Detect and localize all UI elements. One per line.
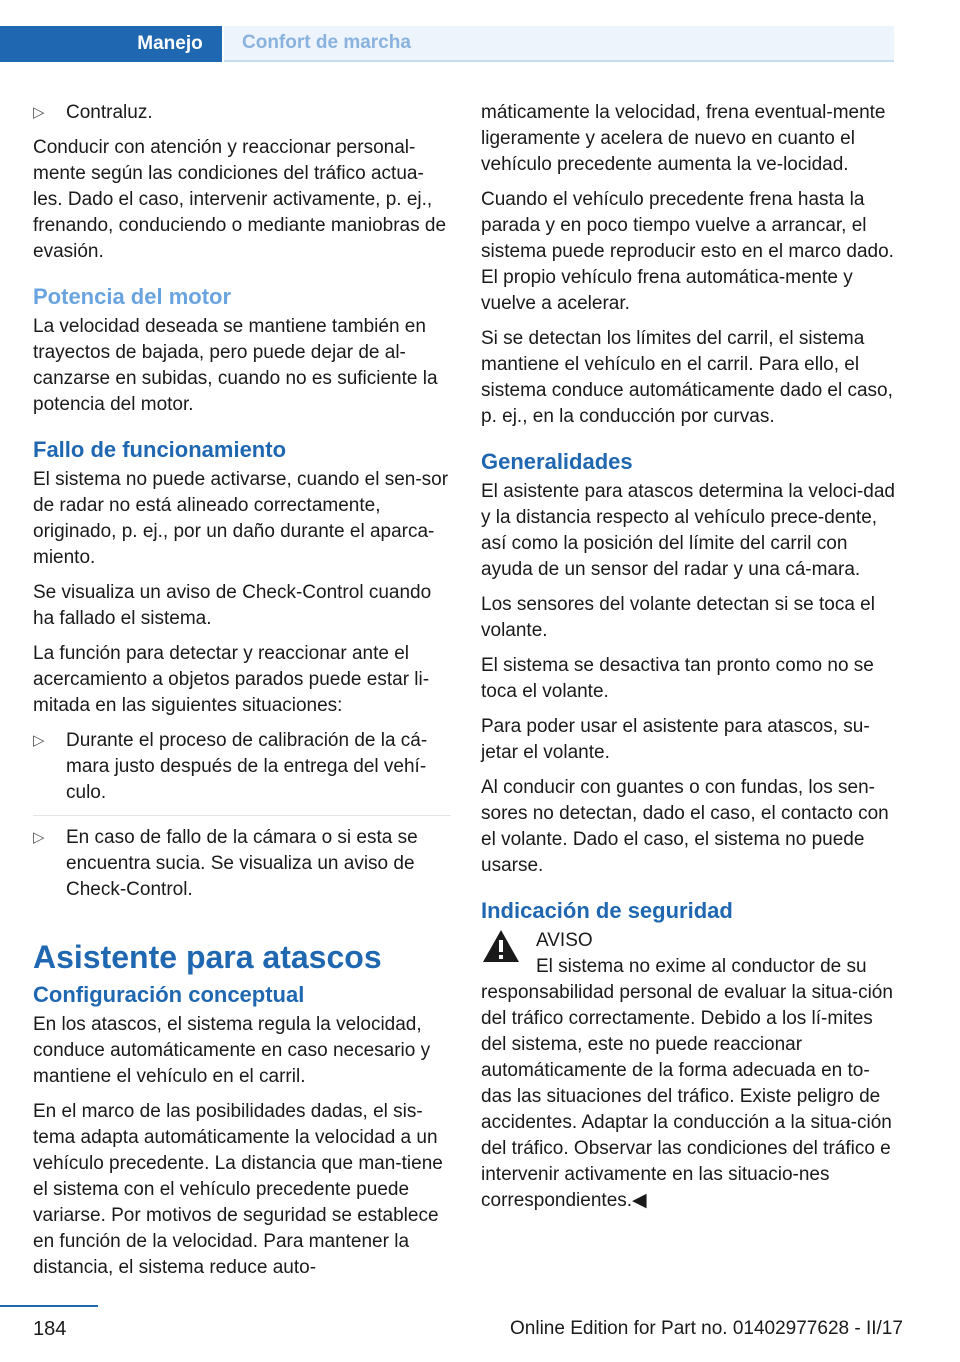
list-item-text: Durante el proceso de calibración de la cá‐mara justo después de la entrega del vehí‐culo. [66,730,428,803]
paragraph: En los atascos, el sistema regula la velocidad, conduce automáticamente en caso necesario y mantiene el vehículo en el carril. [33,1014,431,1087]
paragraph: Cuando el vehículo precedente frena hasta la parada y en poco tiempo vuelve a arrancar, el sistema puede reproducir esto en el marco dado. El propio vehículo frena automática‐mente y vuelve a acelerar. [481,189,894,314]
list-item [33,100,451,126]
paragraph: En el marco de las posibilidades dadas, el sis‐tema adapta automáticamente la velocidad a un vehículo precedente. La distancia que man‐tiene el sistema con el vehículo precedente puede variarse. Por motivos de seguridad se establece en función de la velocidad. Para mantener la distancia, el sistema reduce auto‐ [33,1101,443,1278]
paragraph: Los sensores del volante detectan si se toca el volante. [481,594,875,641]
header-accent [0,26,118,62]
footer-rule [0,1305,98,1307]
list-item [33,728,451,816]
bullet-list [33,728,451,912]
warning-notice [481,928,899,1214]
paragraph: La velocidad deseada se mantiene también en trayectos de bajada, pero puede dejar de al‐canzarse en subidas, cuando no es suficiente la potencia del motor. [33,316,438,415]
warning-text: responsabilidad personal de evaluar la situa‐ción del tráfico correctamente. Debido a los lí‐mites del sistema, este no puede reaccionar automáticamente de la forma adecuada en to‐das las situaciones del tráfico. Existe peligro de accidentes. Adaptar la conducción a la situa‐ción del tráfico. Observar las condiciones del tráfico e intervenir activamente en las situacio‐nes correspondientes.◀ [481,982,893,1211]
triangle-right-icon: ▷ [33,829,45,846]
list-item [33,825,451,912]
paragraph: Para poder usar el asistente para atascos, su‐jetar el volante. [481,716,870,763]
edition-note: Online Edition for Part no. 01402977628 - II/17 [510,1318,903,1339]
paragraph: Conducir con atención y reaccionar personal‐mente según las condiciones del tráfico actua‐les. Dado el caso, intervenir activamente, p. ej., frenando, conduciendo o mediante maniobras de evasión. [33,137,447,262]
warning-title: AVISO [536,930,593,951]
warning-triangle-icon [481,928,521,964]
paragraph: Al conducir con guantes o con fundas, los sen‐sores no detectan, dado el caso, el contacto con el volante. Dado el caso, el sistema no puede usarse. [481,777,889,876]
paragraph: El asistente para atascos determina la veloci‐dad y la distancia respecto al vehículo prece‐dente, así como la posición del límite del carril con ayuda de un sensor del radar y una cá‐mara. [481,481,896,580]
list-item-text: En caso de fallo de la cámara o si esta se encuentra sucia. Se visualiza un aviso de Check-Control. [66,827,418,900]
left-column [33,100,451,1290]
triangle-right-icon: ▷ [33,104,45,121]
right-column [481,100,899,1223]
header-tab-manejo[interactable]: Manejo [118,26,222,62]
page-header [0,26,894,62]
paragraph: El sistema no puede activarse, cuando el sen‐sor de radar no está alineado correctamente, originado, p. ej., por un daño durante el aparca‐miento. [33,469,449,568]
paragraph: La función para detectar y reaccionar ante el acercamiento a objetos parados puede estar li‐mitada en las siguientes situaciones: [33,643,430,716]
paragraph: Si se detectan los límites del carril, el sistema mantiene el vehículo en el carril. Para ello, el sistema conduce automáticamente dado el caso, p. ej., en la conducción por curvas. [481,328,893,427]
header-tab-confort[interactable]: Confort de marcha [224,26,894,62]
chapter-heading-asistente: Asistente para atascos [33,939,382,975]
paragraph: Se visualiza un aviso de Check-Control cuando ha fallado el sistema. [33,582,432,629]
triangle-right-icon: ▷ [33,732,45,749]
section-heading-config: Configuración conceptual [33,982,305,1007]
section-heading-generalidades: Generalidades [481,449,633,474]
paragraph: El sistema se desactiva tan pronto como no se toca el volante. [481,655,874,702]
section-heading-seguridad: Indicación de seguridad [481,898,733,923]
page-number: 184 [33,1318,67,1340]
paragraph: máticamente la velocidad, frena eventual‐mente ligeramente y acelera de nuevo en cuanto el vehículo precedente aumenta la ve‐locidad. [481,102,886,175]
section-heading-fallo: Fallo de funcionamiento [33,437,287,462]
list-item-text: Contraluz. [66,102,153,123]
warning-text-line: El sistema no exime al conductor de su [536,956,867,977]
section-heading-potencia: Potencia del motor [33,284,232,309]
